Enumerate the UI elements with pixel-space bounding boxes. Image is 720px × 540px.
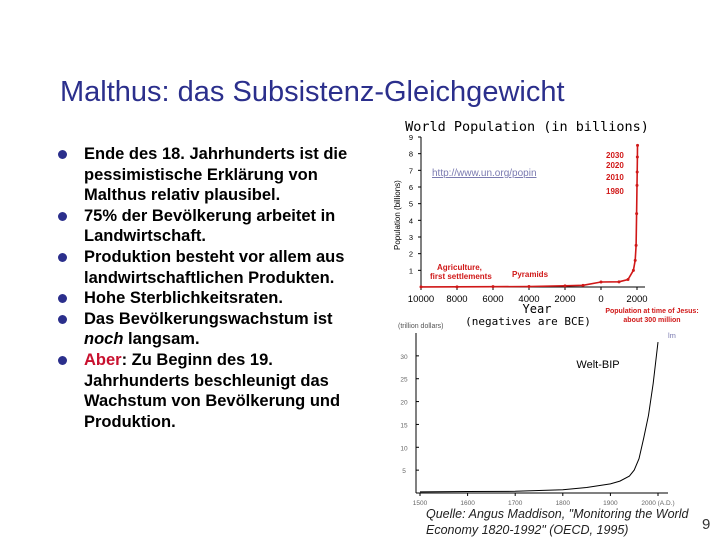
- bullet-text-after: langsam.: [123, 330, 200, 349]
- population-y-tick-label: 5: [408, 199, 413, 209]
- population-x-tick-label: 2000: [626, 294, 648, 305]
- agriculture-annotation: Agriculture,: [437, 263, 482, 272]
- population-point: [600, 281, 603, 284]
- population-point: [636, 171, 639, 174]
- population-point: [635, 212, 638, 215]
- population-point: [456, 285, 459, 288]
- population-x-tick-label: 2000: [554, 294, 576, 305]
- population-y-tick-label: 2: [408, 249, 413, 259]
- gdp-series-line: [420, 342, 658, 492]
- gdp-y-tick-label: 10: [400, 445, 408, 453]
- bullet-text: Ende des 18. Jahrhunderts ist die pessimistische Erklärung von Malthus relativ plausibel.: [84, 145, 348, 205]
- population-point: [636, 144, 639, 147]
- population-point: [627, 278, 630, 281]
- population-x-tick-label: 10000: [407, 294, 435, 305]
- population-label-2010: 2010: [606, 173, 624, 182]
- population-y-tick-label: 6: [408, 183, 413, 192]
- population-chart: [393, 119, 699, 328]
- jesus-annotation-line2: about 300 million: [623, 317, 681, 324]
- population-point: [636, 156, 639, 159]
- population-point: [636, 184, 639, 187]
- population-point: [492, 285, 495, 288]
- bullet-text-rest: : Zu Beginn des 19. Jahrhunderts beschleunigt das Wachstum von Bevölkerung und Produktion.: [84, 350, 341, 431]
- population-y-tick-label: 4: [408, 216, 413, 226]
- population-chart-title: World Population (in billions): [405, 119, 649, 135]
- gdp-y-label: (trillion dollars): [398, 323, 444, 330]
- gdp-y-tick-label: 30: [400, 353, 408, 361]
- gdp-chart-title: Welt-BIP: [576, 359, 620, 371]
- population-label-1980: 1980: [606, 187, 624, 196]
- page-number: 9: [702, 516, 711, 533]
- bullet-text: Hohe Sterblichkeitsraten.: [84, 289, 283, 308]
- slide-title: Malthus: das Subsistenz-Gleichgewicht: [60, 76, 565, 108]
- gdp-y-tick-label: 15: [400, 422, 408, 430]
- source-citation: [426, 506, 688, 538]
- gdp-y-tick-label: 25: [400, 376, 408, 384]
- population-x-label: Year: [522, 302, 552, 316]
- population-y-label: Population (billions): [393, 180, 402, 250]
- population-point: [635, 244, 638, 247]
- bullet-text-emphasis: noch: [84, 330, 124, 349]
- bullet-text: Produktion besteht vor allem aus landwirtschaftlichen Produkten.: [84, 247, 345, 287]
- pyramids-annotation: Pyramids: [512, 270, 549, 279]
- population-label-2020: 2020: [606, 161, 624, 170]
- gdp-y-tick-label: 20: [400, 399, 408, 407]
- gdp-y-tick-label: 5: [402, 468, 406, 476]
- population-point: [618, 280, 621, 283]
- jesus-annotation: Population at time of Jesus:: [605, 308, 699, 315]
- population-y-tick-label: 9: [408, 133, 413, 142]
- gdp-chart: [398, 323, 676, 507]
- gdp-x-tick-label: 1700: [507, 500, 523, 507]
- population-point: [528, 285, 531, 288]
- population-label-2030: 2030: [606, 151, 624, 160]
- population-y-tick-label: 3: [408, 233, 413, 242]
- population-point: [564, 284, 567, 287]
- gdp-x-tick-label: 1500: [412, 500, 428, 507]
- source-line-1: Quelle: Angus Maddison, "Monitoring the World: [426, 507, 689, 521]
- gdp-x-tick-label: 1900: [603, 500, 618, 507]
- population-point: [632, 269, 635, 272]
- gdp-edge-note: lm: [668, 331, 676, 340]
- bullet-text: 75% der Bevölkerung arbeitet in Landwirtschaft.: [84, 206, 336, 246]
- gdp-x-tick-label: 1800: [555, 500, 571, 507]
- population-source-link[interactable]: http://www.un.org/popin: [432, 168, 537, 179]
- bullet-text-red: Aber: [84, 350, 122, 369]
- population-x-tick-label: 4000: [518, 294, 540, 305]
- agriculture-annotation-line2: first settlements: [430, 272, 492, 281]
- source-line-2: Economy 1820-1992" (OECD, 1995): [426, 523, 629, 537]
- bullet-text-before: Das Bevölkerungswachstum ist: [84, 309, 333, 328]
- population-y-tick-label: 8: [408, 149, 413, 159]
- gdp-x-tick-label: 1600: [460, 500, 475, 507]
- population-point: [582, 284, 585, 287]
- population-point: [420, 285, 423, 288]
- population-y-tick-label: 1: [408, 266, 413, 276]
- population-y-tick-label: 7: [408, 166, 413, 176]
- population-x-note: (negatives are BCE): [465, 315, 591, 328]
- population-x-tick-label: 6000: [482, 294, 504, 305]
- population-point: [634, 259, 637, 262]
- gdp-x-tick-label: 2000 (A.D.): [641, 500, 675, 507]
- population-x-tick-label: 8000: [446, 294, 468, 305]
- population-x-tick-label: 0: [598, 294, 604, 305]
